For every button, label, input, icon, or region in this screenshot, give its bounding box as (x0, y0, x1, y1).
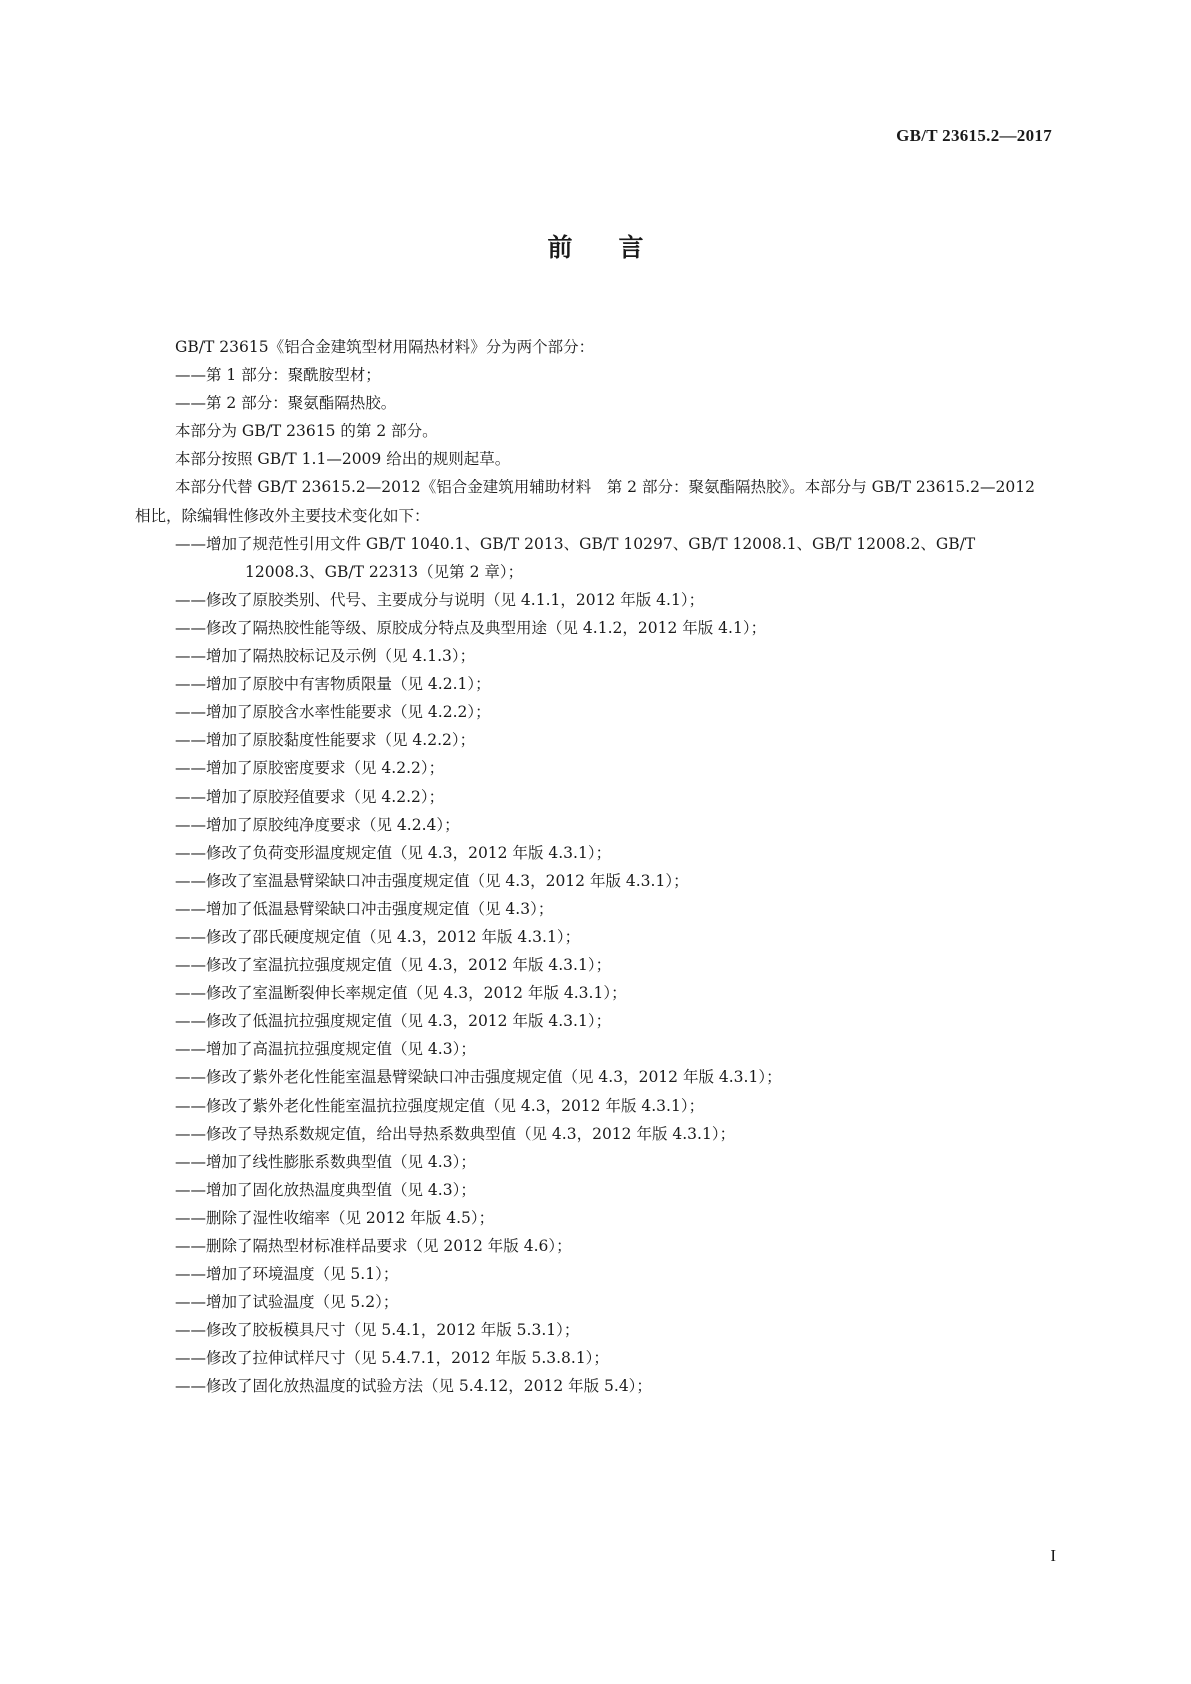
change-item: ——删除了隔热型材标准样品要求（见 2012 年版 4.6）； (175, 1237, 572, 1255)
page-number: I (1050, 1546, 1056, 1565)
change-item: ——增加了原胶纯净度要求（见 4.2.4）； (175, 815, 460, 834)
change-item: ——修改了紫外老化性能室温悬臂梁缺口冲击强度规定值（见 4.3，2012 年版 4.3.1）； (175, 1068, 782, 1087)
paragraph-intro: GB/T 23615《铝合金建筑型材用隔热材料》分为两个部分： (175, 338, 595, 356)
change-item: ——修改了隔热胶性能等级、原胶成分特点及典型用途（见 4.1.2，2012 年版 4.1）； (175, 618, 767, 637)
paragraph-replacement: 本部分代替 GB/T 23615.2—2012《铝合金建筑用辅助材料 第 2 部分：聚氨酯隔热胶》。本部分与 GB/T 23615.2—2012 相比，除编辑性修改外主要技术变化如下： (135, 478, 1035, 525)
change-item: ——修改了紫外老化性能室温抗拉强度规定值（见 4.3，2012 年版 4.3.1）； (175, 1096, 705, 1115)
change-item: ——增加了环境温度（见 5.1）； (175, 1265, 399, 1284)
document-body (135, 333, 1050, 1401)
change-item: ——增加了线性膨胀系数典型值（见 4.3）； (175, 1152, 476, 1171)
change-item: ——增加了隔热胶标记及示例（见 4.1.3）； (175, 647, 476, 666)
list-item-part1: ——第 1 部分：聚酰胺型材； (175, 366, 381, 385)
change-item: ——修改了拉伸试样尺寸（见 5.4.7.1，2012 年版 5.3.8.1）； (175, 1349, 609, 1368)
change-item: ——增加了原胶密度要求（见 4.2.2）； (175, 759, 445, 778)
change-item: ——增加了原胶含水率性能要求（见 4.2.2）； (175, 703, 491, 722)
change-item: ——修改了胶板模具尺寸（见 5.4.1，2012 年版 5.3.1）； (175, 1321, 580, 1340)
change-item: ——修改了低温抗拉强度规定值（见 4.3，2012 年版 4.3.1）； (175, 1012, 612, 1031)
change-item: ——增加了高温抗拉强度规定值（见 4.3）； (175, 1040, 476, 1059)
change-item: ——增加了规范性引用文件 GB/T 1040.1、GB/T 2013、GB/T 10297、GB/T 12008.1、GB/T 12008.2、GB/T 12008.3、GB/T 22313（见第 2 章）； (175, 534, 976, 581)
standard-code: GB/T 23615.2—2017 (896, 126, 1052, 145)
changes-list (135, 530, 1050, 1401)
change-item: ——修改了固化放热温度的试验方法（见 5.4.12，2012 年版 5.4）； (175, 1377, 652, 1396)
change-item: ——修改了负荷变形温度规定值（见 4.3，2012 年版 4.3.1）； (175, 843, 612, 862)
change-item: ——删除了湿性收缩率（见 2012 年版 4.5）； (175, 1208, 495, 1227)
change-item: ——增加了试验温度（见 5.2）； (175, 1293, 399, 1312)
change-item: ——增加了低温悬臂梁缺口冲击强度规定值（见 4.3）； (175, 899, 554, 918)
paragraph-scope: 本部分为 GB/T 23615 的第 2 部分。 (175, 422, 438, 441)
change-item: ——增加了原胶中有害物质限量（见 4.2.1）； (175, 675, 491, 694)
list-item-part2: ——第 2 部分：聚氨酯隔热胶。 (175, 394, 397, 413)
change-item: ——修改了导热系数规定值，给出导热系数典型值（见 4.3，2012 年版 4.3.1）； (175, 1124, 736, 1143)
change-item: ——修改了室温抗拉强度规定值（见 4.3，2012 年版 4.3.1）； (175, 956, 612, 975)
page-title: 前言 (547, 233, 690, 262)
change-item: ——修改了原胶类别、代号、主要成分与说明（见 4.1.1，2012 年版 4.1）； (175, 590, 705, 609)
paragraph-drafting: 本部分按照 GB/T 1.1—2009 给出的规则起草。 (175, 450, 511, 469)
change-item: ——修改了邵氏硬度规定值（见 4.3，2012 年版 4.3.1）； (175, 927, 581, 946)
change-item: ——增加了原胶羟值要求（见 4.2.2）； (175, 787, 445, 806)
change-item: ——增加了原胶黏度性能要求（见 4.2.2）； (175, 731, 476, 750)
change-item: ——增加了固化放热温度典型值（见 4.3）； (175, 1180, 476, 1199)
change-item: ——修改了室温悬臂梁缺口冲击强度规定值（见 4.3，2012 年版 4.3.1）； (175, 871, 689, 890)
change-item: ——修改了室温断裂伸长率规定值（见 4.3，2012 年版 4.3.1）； (175, 984, 627, 1003)
